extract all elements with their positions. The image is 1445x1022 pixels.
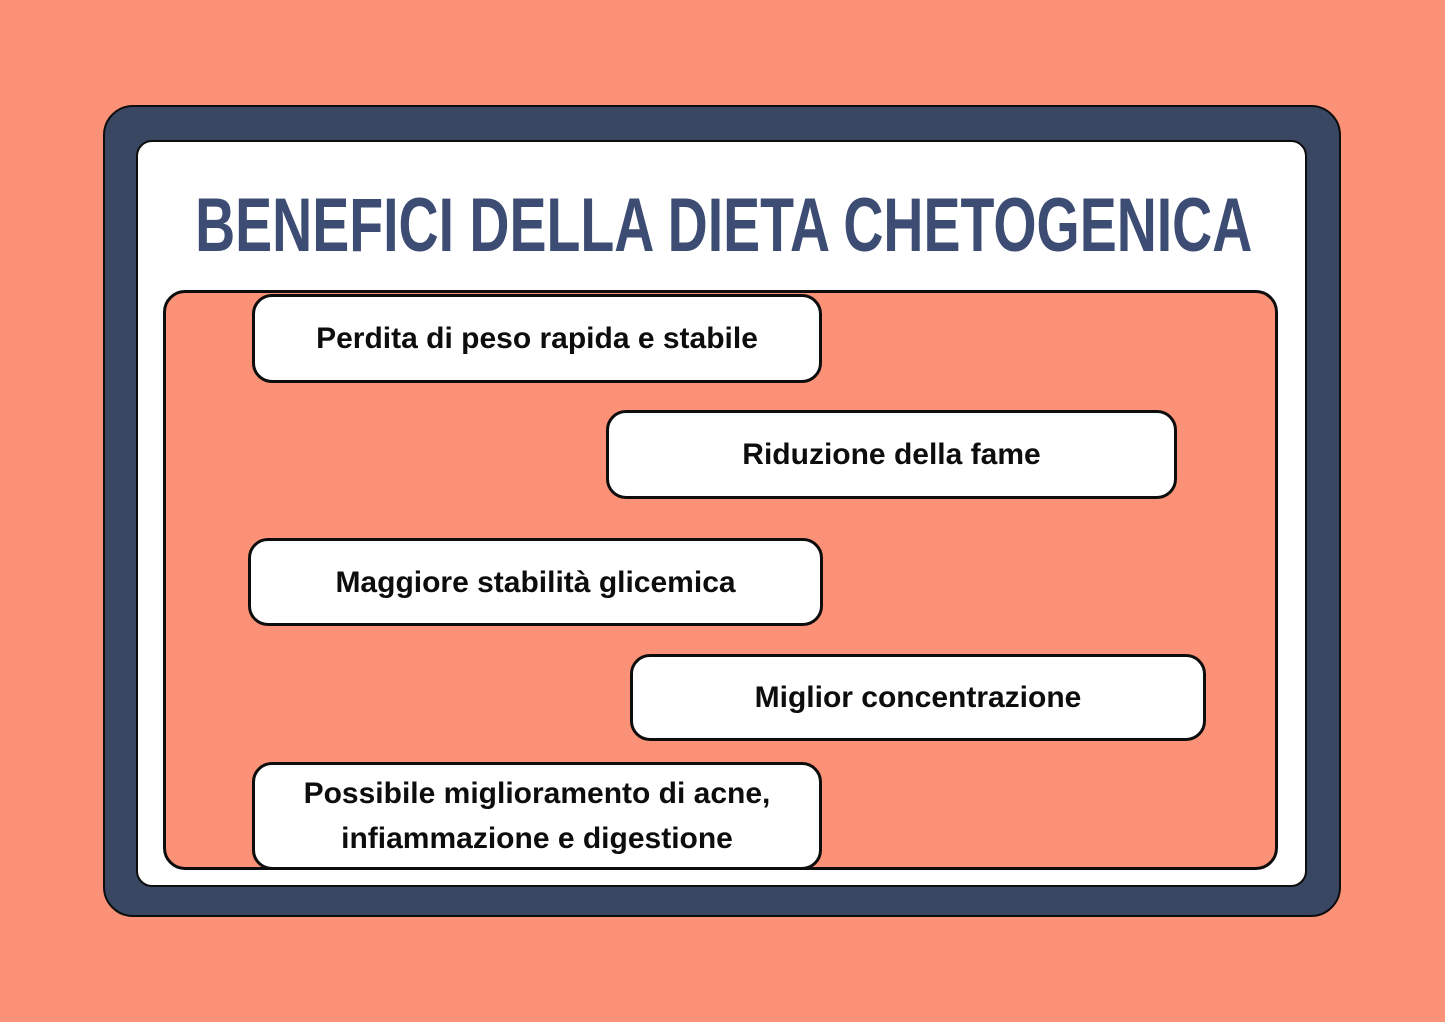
benefit-box-glycemic-stability: [248, 538, 823, 626]
benefit-box-hunger-reduction: [606, 410, 1177, 499]
benefit-line: Miglior concentrazione: [754, 681, 1082, 714]
poster-title: BENEFICI DELLA DIETA CHETOGENICA: [195, 183, 1253, 268]
benefit-line: Riduzione della fame: [742, 438, 1041, 471]
benefit-line: Possibile miglioramento di acne,: [303, 777, 771, 810]
benefit-box-acne-inflammation-digestion: [252, 762, 822, 870]
benefit-line: infiammazione e digestione: [341, 822, 733, 855]
benefit-line: Maggiore stabilità glicemica: [335, 565, 736, 599]
benefit-box-concentration: [630, 654, 1206, 741]
benefit-line: Perdita di peso rapida e stabile: [316, 322, 758, 355]
benefit-box-weight-loss: [252, 294, 822, 383]
